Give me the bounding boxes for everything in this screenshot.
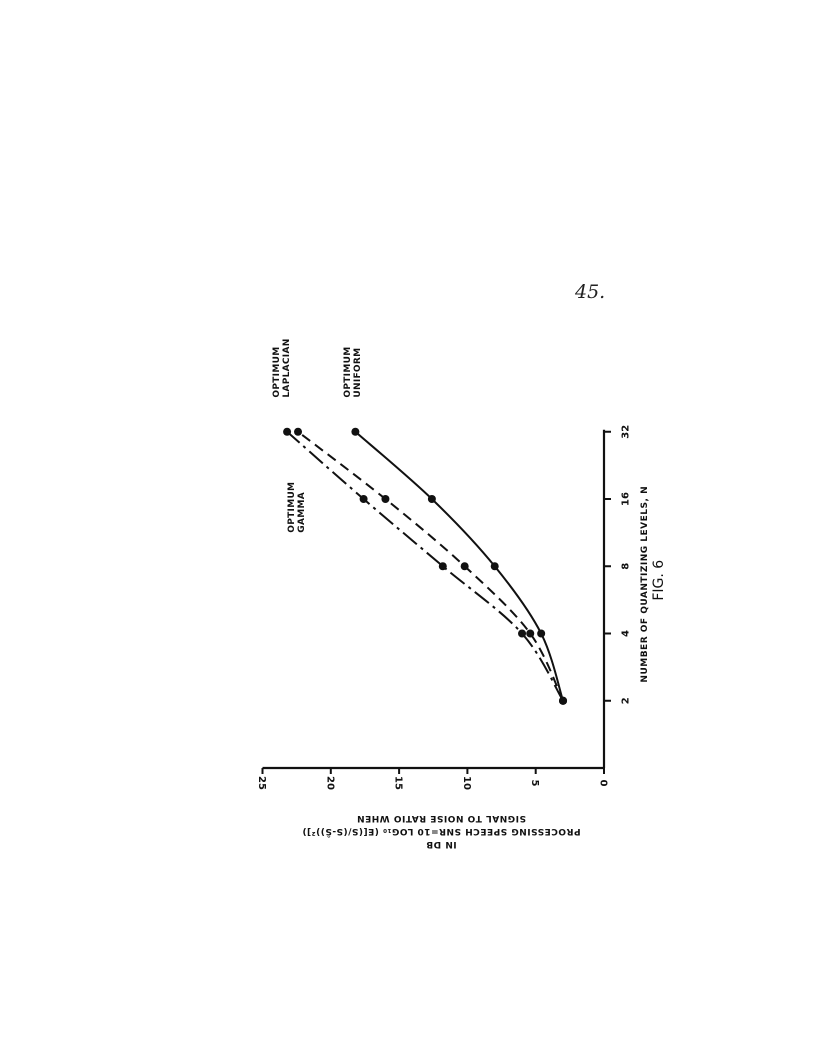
series-label-line: GAMMA bbox=[297, 492, 308, 533]
series-line bbox=[298, 432, 563, 701]
series-label-line: OPTIMUM bbox=[343, 346, 354, 398]
n-axis-tick-label: 8 bbox=[620, 562, 632, 570]
series-label-line: OPTIMUM bbox=[287, 481, 298, 533]
data-point bbox=[360, 495, 368, 503]
n-axis-tick-label: 4 bbox=[620, 630, 632, 637]
data-point bbox=[439, 562, 447, 570]
n-axis-tick-label: 2 bbox=[620, 697, 632, 705]
data-point bbox=[526, 630, 534, 638]
data-point bbox=[283, 428, 291, 436]
snr-axis-tick-label: 10 bbox=[460, 776, 472, 790]
series-optimum-gamma bbox=[283, 428, 567, 705]
data-point bbox=[351, 428, 359, 436]
data-point bbox=[537, 630, 545, 638]
n-axis-tick-label: 32 bbox=[620, 424, 632, 439]
series-label-line: LAPLACIAN bbox=[281, 338, 292, 398]
series-line bbox=[355, 432, 563, 701]
figure-caption: FIG. 6 bbox=[650, 559, 667, 601]
series-line bbox=[287, 432, 563, 701]
n-axis-title: NUMBER OF QUANTIZING LEVELS, N bbox=[640, 485, 650, 683]
plot-area bbox=[256, 338, 667, 849]
data-point bbox=[491, 562, 499, 570]
snr-axis-title-line: PROCESSING SPEECH SNR=10 LOG₁₀ (E[(S/(S-Ŝ))²]) bbox=[301, 826, 581, 836]
series-label bbox=[287, 482, 307, 533]
snr-axis-tick-label: 25 bbox=[256, 776, 267, 790]
snr-axis-tick-label: 0 bbox=[597, 779, 609, 787]
data-point bbox=[381, 495, 389, 503]
data-point bbox=[461, 562, 469, 570]
snr-axis-title-line: IN DB bbox=[425, 839, 457, 849]
snr-axis-tick-label: 20 bbox=[324, 776, 336, 790]
snr-axis-title-line: SIGNAL TO NOISE RATIO WHEN bbox=[356, 813, 526, 823]
series-label bbox=[343, 347, 363, 398]
snr-axis-tick-label: 5 bbox=[529, 779, 541, 787]
page-number: 45. bbox=[575, 281, 606, 303]
series-optimum-laplacian bbox=[294, 428, 567, 705]
series-label-line: OPTIMUM bbox=[271, 346, 282, 398]
n-axis-tick-label: 16 bbox=[620, 492, 632, 506]
data-point bbox=[428, 495, 436, 503]
snr-axis-tick-label: 15 bbox=[392, 776, 404, 790]
data-point bbox=[294, 428, 302, 436]
data-point bbox=[518, 630, 526, 638]
series-label bbox=[272, 338, 292, 397]
series-label-line: UNIFORM bbox=[353, 347, 364, 398]
data-point bbox=[559, 697, 567, 705]
series-optimum-uniform bbox=[351, 428, 567, 705]
snr-axis-title bbox=[302, 813, 581, 849]
